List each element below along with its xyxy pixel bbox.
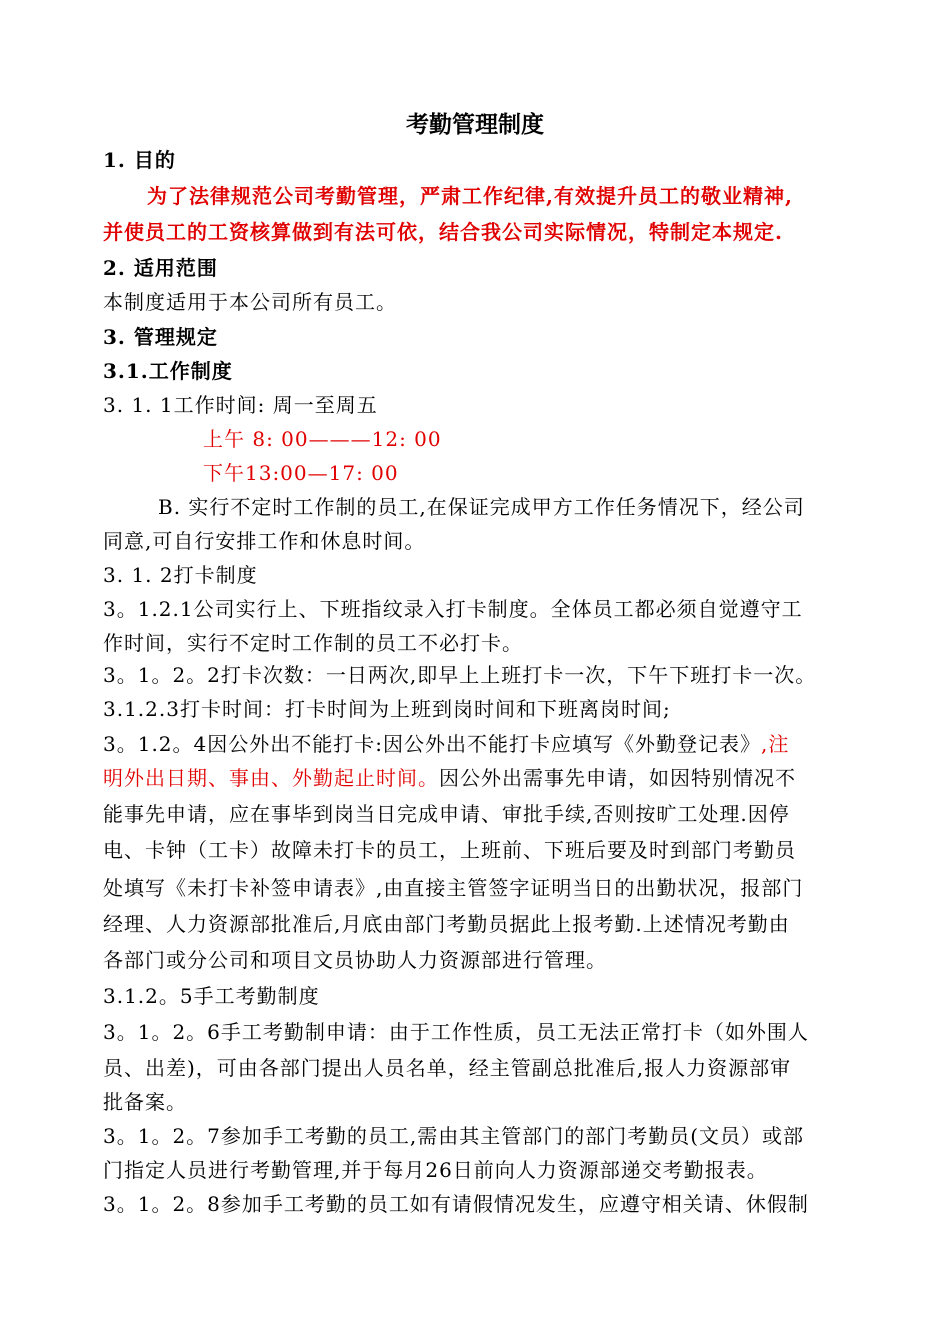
rule-3124-line-3: 能事先申请，应在事毕到岗当日完成申请、审批手续,否则按旷工处理.因停 (103, 802, 790, 826)
rule-3123: 3.1.2.3打卡时间：打卡时间为上班到岗时间和下班离岗时间; (103, 697, 671, 721)
rule-3124-line-2-red: 明外出日期、事由、外勤起止时间。 (103, 766, 439, 790)
rule-3126-line-1: 3。1。2。6手工考勤制申请：由于工作性质，员工无法正常打卡（如外围人 (103, 1020, 809, 1044)
flexible-work-line-2: 同意,可自行安排工作和休息时间。 (103, 529, 426, 553)
purpose-line-2: 并使员工的工资核算做到有法可依，结合我公司实际情况，特制定本规定. (103, 220, 783, 244)
work-time-line: 3. 1. 1工作时间: 周一至周五 (103, 393, 378, 417)
purpose-line-1: 为了法律规范公司考勤管理，严肃工作纪律,有效提升员工的敬业精神, (147, 184, 793, 208)
rule-3124-line-6: 经理、人力资源部批准后,月底由部门考勤员据此上报考勤.上述情况考勤由 (103, 912, 790, 936)
rule-3124-line-4: 电、卡钟（工卡）故障未打卡的员工，上班前、下班后要及时到部门考勤员 (103, 838, 796, 862)
rule-3127-line-1: 3。1。2。7参加手工考勤的员工,需由其主管部门的部门考勤员(文员）或部 (103, 1124, 805, 1148)
rule-3124-line-1-text: 3。1.2。4因公外出不能打卡:因公外出不能打卡应填写《外勤登记表》 (103, 732, 761, 756)
rule-3122: 3。1。2。2打卡次数：一日两次,即早上上班打卡一次，下午下班打卡一次。 (103, 663, 817, 687)
rule-3124-line-7: 各部门或分公司和项目文员协助人力资源部进行管理。 (103, 948, 607, 972)
clock-in-heading: 3. 1. 2打卡制度 (103, 563, 258, 587)
rule-3127-line-2: 门指定人员进行考勤管理,并于每月26日前向人力资源部递交考勤报表。 (103, 1158, 768, 1182)
rule-3126-line-2: 员、出差)，可由各部门提出人员名单，经主管副总批准后,报人力资源部审 (103, 1056, 792, 1080)
rule-3124-line-1-red: ,注 (761, 732, 790, 756)
section-3-heading: 3. 管理规定 (103, 325, 218, 349)
rule-3124-line-1 (103, 730, 789, 758)
section-1-heading: 1. 目的 (103, 148, 176, 172)
rule-3121-line-1: 3。1.2.1公司实行上、下班指纹录入打卡制度。全体员工都必须自觉遵守工 (103, 597, 803, 621)
rule-3124-line-2 (103, 764, 796, 792)
rule-3124-line-2-text: 因公外出需事先申请，如因特别情况不 (439, 766, 796, 790)
flexible-work-line-1: B. 实行不定时工作制的员工,在保证完成甲方工作任务情况下，经公司 (158, 495, 805, 519)
rule-3124-line-5: 处填写《未打卡补签申请表》,由直接主管签字证明当日的出勤状况，报部门 (103, 876, 804, 900)
scope-text: 本制度适用于本公司所有员工。 (103, 290, 397, 314)
section-3-1-heading: 3.1.工作制度 (103, 359, 233, 383)
document-title: 考勤管理制度 (406, 111, 544, 138)
morning-hours: 上午 8: 00———12: 00 (203, 427, 442, 451)
section-2-heading: 2. 适用范围 (103, 256, 218, 280)
rule-3128-line-1: 3。1。2。8参加手工考勤的员工如有请假情况发生，应遵守相关请、休假制 (103, 1192, 809, 1216)
afternoon-hours: 下午13:00—17: 00 (203, 461, 399, 485)
rule-3121-line-2: 作时间，实行不定时工作制的员工不必打卡。 (103, 631, 523, 655)
rule-3126-line-3: 批备案。 (103, 1090, 187, 1114)
manual-attendance-heading: 3.1.2。5手工考勤制度 (103, 984, 320, 1008)
